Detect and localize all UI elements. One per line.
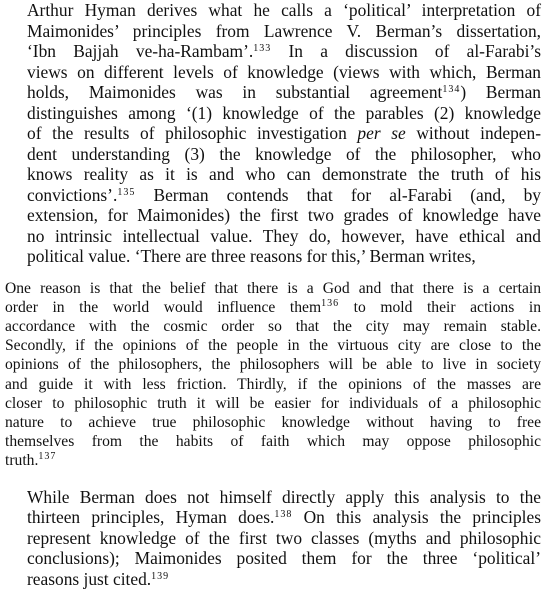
text-line: Maimonides’ principles from Lawrence V. Berman’s dissertation, — [27, 20, 541, 41]
text-line: knows reality as it is and who can demonstrate the truth of his — [27, 164, 541, 184]
text-run: to mold their actions in — [339, 298, 541, 316]
text-line — [5, 569, 541, 590]
text-run: of the results of philosophic investigation — [27, 123, 347, 143]
text-line — [5, 185, 541, 206]
text-line — [5, 41, 541, 62]
italic-term: per se — [357, 123, 406, 143]
text-run: Berman contends that for al-Farabi (and, by — [135, 184, 541, 205]
quote-line: One reason is that the belief that there is a God and that there is a certain — [5, 279, 541, 297]
text-line: distinguishes among ‘(1) knowledge of the parables (2) knowledge — [27, 102, 541, 123]
footnote-ref-134: 134 — [442, 84, 461, 95]
text-run: reasons just cited. — [27, 568, 152, 589]
footnote-ref-135: 135 — [117, 186, 136, 198]
text-run: order in the world would influence them — [5, 298, 322, 316]
footnote-ref-137: 137 — [38, 451, 57, 463]
quote-line: accordance with the cosmic order so that the city may remain stable. — [5, 317, 541, 335]
body-paragraph-2 — [5, 487, 541, 590]
text-line — [5, 123, 541, 144]
quote-line: themselves from the habits of faith which may oppose philosophic — [5, 433, 541, 451]
document-page — [5, 0, 541, 589]
text-run: truth. — [5, 452, 39, 470]
quote-line — [5, 298, 541, 317]
text-run: On this analysis the principles — [292, 507, 541, 528]
text-run: ‘Ibn Bajjah ve-ha-Rambam’. — [27, 41, 254, 61]
footnote-ref-136: 136 — [321, 297, 340, 309]
text-run: convictions’. — [27, 184, 118, 205]
text-line: no intrinsic intellectual value. They do, however, have ethical and — [27, 225, 541, 246]
body-paragraph-1 — [5, 0, 541, 267]
footnote-ref-139: 139 — [151, 570, 170, 582]
text-line: conclusions); Maimonides posited them for the three ‘political’ — [27, 548, 541, 569]
quote-line: and guide it with less friction. Thirdly, if the opinions of the masses are — [5, 375, 541, 393]
text-run: ) Berman — [460, 82, 541, 102]
text-run: holds, Maimonides was in substantial agreement — [27, 82, 443, 102]
text-line: political value. ‘There are three reasons for this,’ Berman writes, — [27, 246, 476, 266]
text-line: Arthur Hyman derives what he calls a ‘political’ interpretation of — [27, 0, 541, 20]
quote-line: closer to philosophic truth it will be easier for individuals of a philosophic — [5, 394, 541, 412]
quote-line: opinions of the philosophers, the philosophers will be able to live in society — [5, 356, 541, 374]
text-line: extension, for Maimonides) the first two grades of knowledge have — [27, 205, 541, 225]
quote-line — [5, 451, 541, 470]
text-line: While Berman does not himself directly apply this analysis to the — [27, 486, 541, 507]
footnote-ref-133: 133 — [253, 43, 272, 54]
text-line — [5, 82, 541, 103]
text-line: represent knowledge of the first two classes (myths and philosophic — [27, 527, 541, 548]
footnote-ref-138: 138 — [274, 509, 293, 521]
block-quote — [5, 279, 541, 471]
quote-line: Secondly, if the opinions of the people in the virtuous city are close to the — [5, 337, 541, 355]
text-run: In a discussion of al-Farabi’s — [271, 41, 542, 61]
text-line: views on different levels of knowledge (views with which, Berman — [27, 61, 541, 82]
text-line — [5, 507, 541, 528]
text-line: dent understanding (3) the knowledge of the philosopher, who — [27, 143, 541, 164]
text-run: thirteen principles, Hyman does. — [27, 507, 275, 528]
quote-line: nature to achieve true philosophic knowledge without having to free — [5, 413, 541, 431]
text-run: without indepen- — [405, 123, 541, 143]
